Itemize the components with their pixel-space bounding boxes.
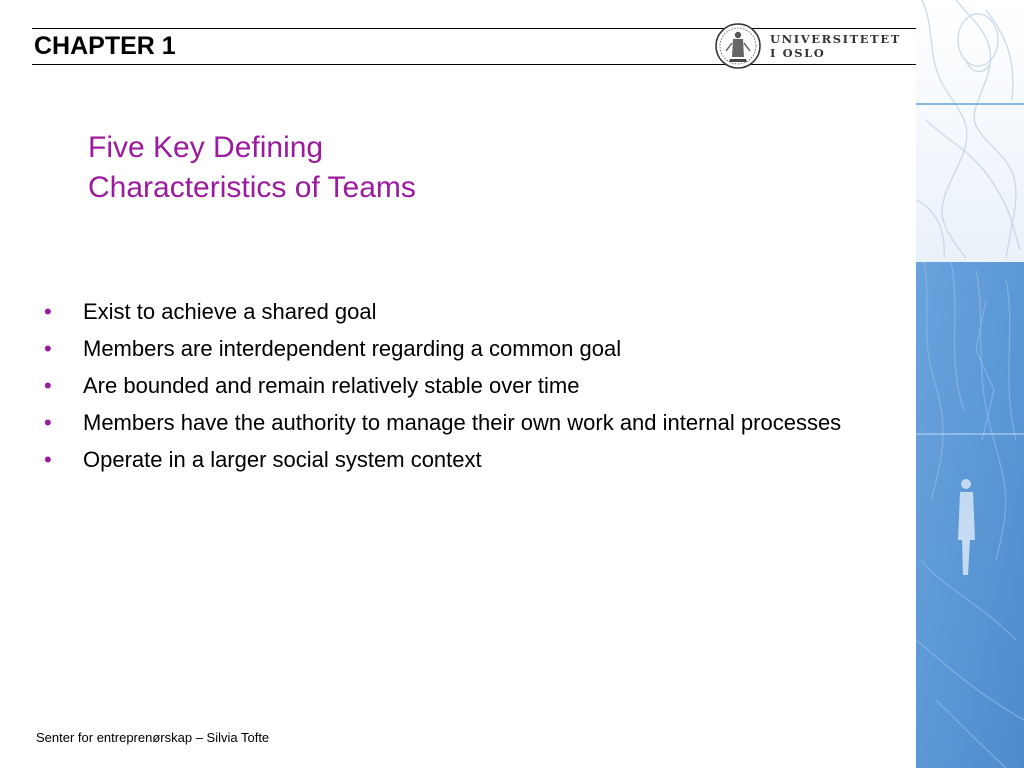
slide-title-line-2: Characteristics of Teams (88, 171, 416, 204)
bullet-text: Members have the authority to manage their own work and internal processes (83, 410, 842, 435)
svg-text:UNIVERSITETET: UNIVERSITETET (770, 32, 901, 46)
decorative-side-panel (916, 0, 1024, 768)
list-item (44, 444, 874, 475)
slide-title-line-1: Five Key Defining (88, 131, 324, 164)
footer-credit: Senter for entreprenørskap – Silvia Tofte (36, 730, 270, 745)
list-item (44, 296, 874, 327)
bullet-dot-icon: • (44, 336, 52, 361)
bullet-dot-icon: • (44, 299, 52, 324)
list-item (44, 370, 874, 401)
list-item (44, 333, 874, 364)
slide-title (88, 128, 416, 208)
bullet-list (44, 296, 874, 481)
chapter-title: CHAPTER 1 (34, 32, 176, 60)
bullet-text: Members are interdependent regarding a common goal (83, 336, 622, 361)
bullet-text: Operate in a larger social system context (83, 447, 482, 472)
svg-text:I OSLO: I OSLO (770, 46, 826, 60)
bullet-dot-icon: • (44, 373, 52, 398)
bullet-dot-icon: • (44, 447, 52, 472)
university-seal-icon (716, 24, 760, 68)
university-logo-wordmark (770, 32, 901, 60)
bullet-text: Exist to achieve a shared goal (83, 299, 377, 324)
bullet-text: Are bounded and remain relatively stable over time (83, 373, 580, 398)
list-item (44, 407, 874, 438)
bullet-dot-icon: • (44, 410, 52, 435)
university-logo (713, 21, 908, 71)
